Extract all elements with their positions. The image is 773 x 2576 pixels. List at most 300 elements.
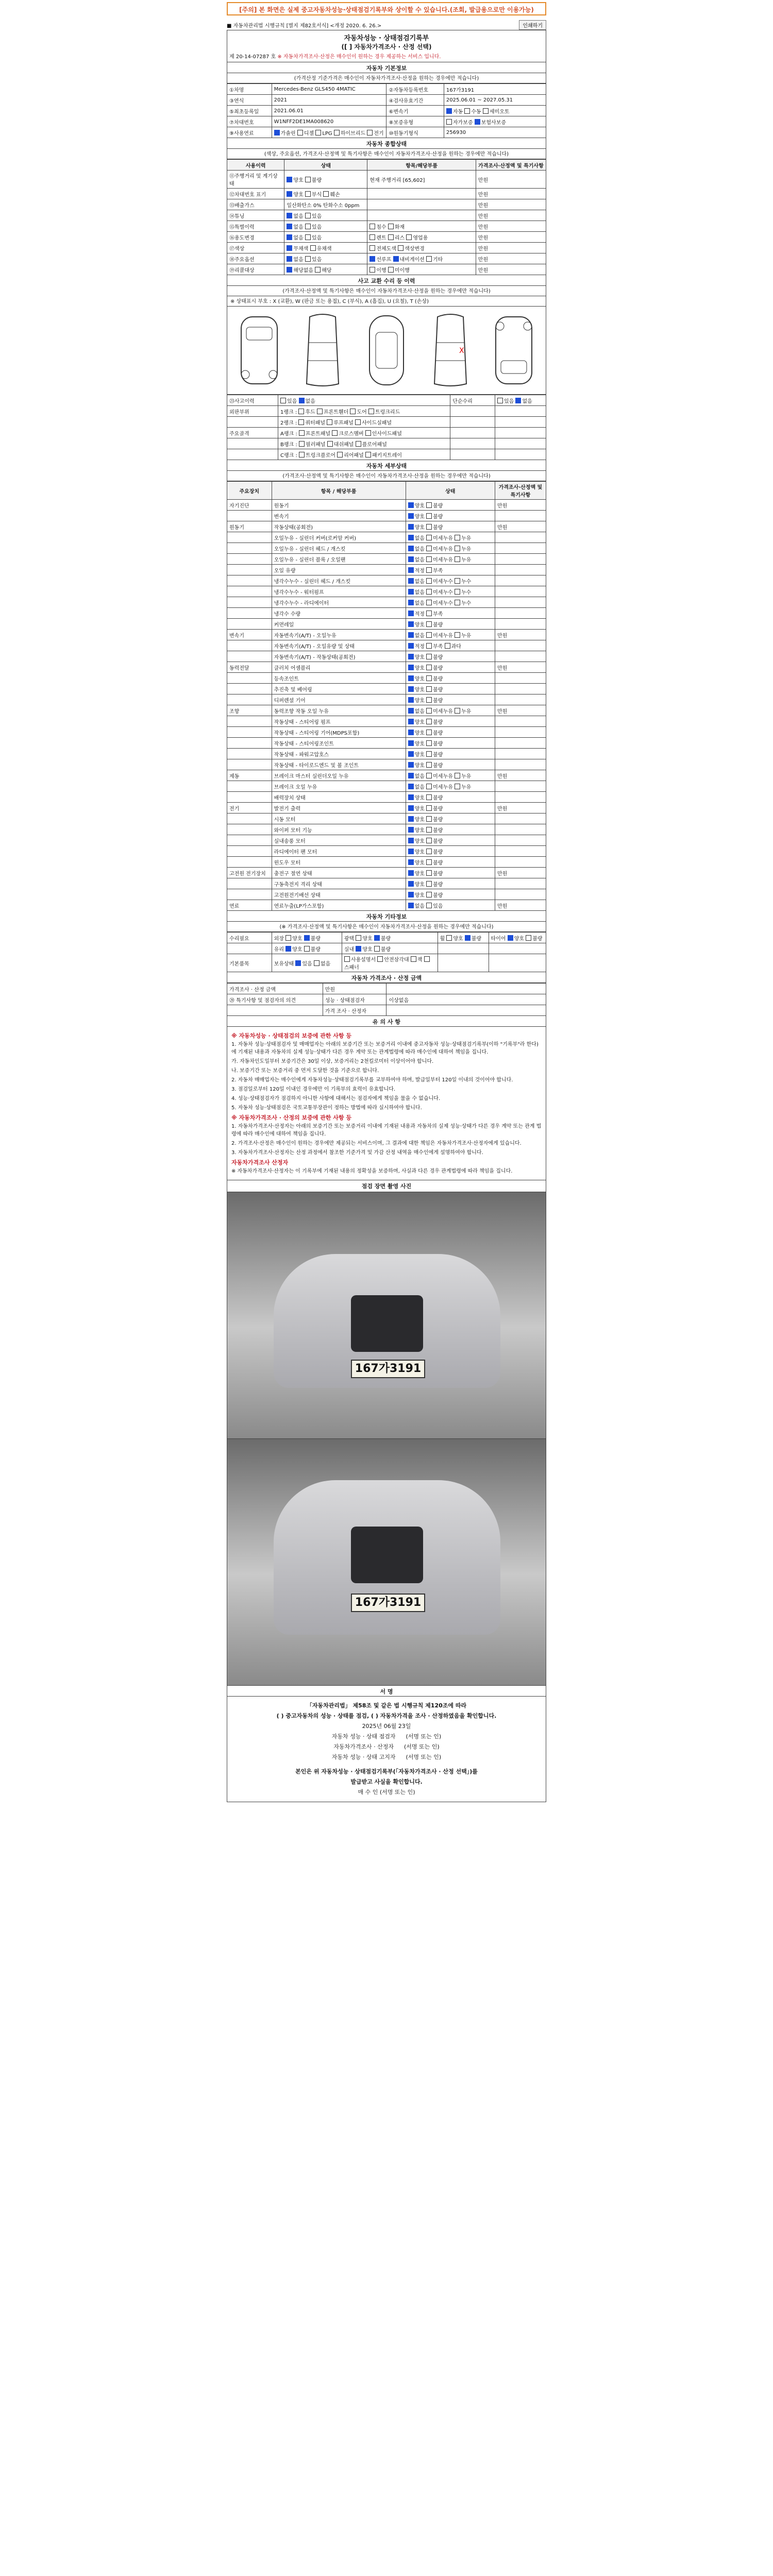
checked-box-icon [508, 935, 513, 941]
checked-box-icon [408, 773, 414, 778]
table-cell: 없음 있음 [284, 232, 367, 243]
other-info-row [227, 933, 546, 943]
unchecked-box-icon [350, 409, 356, 414]
table-cell: 만원 [495, 900, 546, 911]
unchecked-box-icon [297, 130, 303, 135]
checked-box-icon [287, 191, 292, 197]
overall-status-table [227, 159, 546, 275]
table-cell: 오일누유 - 실린더 헤드 / 개스킷 [272, 543, 406, 554]
print-button[interactable]: 인쇄하기 [519, 20, 546, 30]
table-cell: 단순수리 [450, 395, 495, 406]
checked-box-icon [304, 935, 310, 941]
table-cell: 냉각수누수 - 라디에이터 [272, 597, 406, 608]
table-cell: 양호 불량 [406, 824, 495, 835]
table-cell: 휠 양호 불량 [438, 933, 489, 943]
basic-info-row [227, 95, 546, 106]
table-cell: 없음 있음 [406, 900, 495, 911]
table-cell: 없음 미세누유 누유 [406, 554, 495, 565]
status-row [227, 221, 546, 232]
table-cell [227, 597, 272, 608]
unchecked-box-icon [305, 234, 311, 240]
table-cell: ⑮특별이력 [227, 221, 284, 232]
warning-banner: [주의] 본 화면은 실제 중고자동차성능·상태점검기록부와 상이할 수 있습니다.(조회, 발급용으로만 이용가능) [227, 2, 546, 15]
table-cell: 양호 불량 [406, 759, 495, 770]
table-header-cell: 항목 / 해당부품 [272, 482, 406, 500]
checked-box-icon [393, 256, 399, 262]
table-cell [227, 608, 272, 619]
unchecked-box-icon [464, 108, 470, 114]
checked-box-icon [287, 234, 292, 240]
table-cell: 오일누유 - 실린더 커버(로커암 커버) [272, 532, 406, 543]
table-cell [495, 597, 546, 608]
table-cell: 보유상태 있음 없음 [272, 954, 342, 972]
table-cell: 양호 불량 [406, 521, 495, 532]
table-cell: 오일누유 - 실린더 블록 / 오일팬 [272, 554, 406, 565]
table-cell: 없음 미세누유 누유 [406, 705, 495, 716]
detail-row [227, 543, 546, 554]
unchecked-box-icon [455, 773, 460, 778]
other-info-heading: 자동차 기타정보 [227, 911, 546, 922]
signature-row-text: (서명 또는 인) [406, 1733, 442, 1740]
status-row [227, 232, 546, 243]
table-cell: ⑪주행거리 및 계기상태 [227, 171, 284, 189]
table-cell: 윈도우 모터 [272, 857, 406, 868]
table-cell [495, 716, 546, 727]
table-cell: 없음 미세누유 누유 [406, 781, 495, 792]
table-cell: 2025.06.01 ~ 2027.05.31 [444, 95, 546, 106]
unchecked-box-icon [426, 621, 432, 627]
table-cell: 주요골격 [227, 428, 278, 438]
table-cell [227, 565, 272, 575]
table-cell: 변속기 [227, 630, 272, 640]
table-cell: 와이퍼 모터 기능 [272, 824, 406, 835]
accident-row [227, 417, 546, 428]
table-cell [495, 640, 546, 651]
checked-box-icon [408, 567, 414, 573]
checked-box-icon [408, 794, 414, 800]
table-cell: 클러치 어셈블리 [272, 662, 406, 673]
table-cell: 시동 모터 [272, 814, 406, 824]
detail-row [227, 727, 546, 738]
table-cell [227, 532, 272, 543]
checked-box-icon [408, 524, 414, 530]
checked-box-icon [295, 960, 301, 966]
table-cell: 양호 불량 [406, 814, 495, 824]
notice-paragraph: 나. 보증기간 또는 보증거리 중 먼저 도달한 것을 기준으로 합니다. [231, 1068, 379, 1074]
unchecked-box-icon [317, 409, 323, 414]
unchecked-box-icon [426, 578, 432, 584]
unchecked-box-icon [369, 267, 375, 273]
unchecked-box-icon [426, 773, 432, 778]
unchecked-box-icon [298, 409, 304, 414]
table-cell [227, 1005, 323, 1016]
table-header-cell: 가격조사·산정액 및 특기사항 [495, 482, 546, 500]
detail-row [227, 608, 546, 619]
table-cell [495, 543, 546, 554]
table-cell [495, 738, 546, 749]
detail-row [227, 792, 546, 803]
table-cell: 적정 부족 [406, 565, 495, 575]
unchecked-box-icon [426, 816, 432, 822]
unchecked-box-icon [368, 409, 374, 414]
unchecked-box-icon [424, 956, 430, 962]
checked-box-icon [408, 859, 414, 865]
unchecked-box-icon [455, 632, 460, 638]
table-cell [495, 781, 546, 792]
unchecked-box-icon [344, 956, 350, 962]
checked-box-icon [287, 256, 292, 262]
unchecked-box-icon [426, 546, 432, 551]
notice-paragraph: 가. 자동차인도일부터 보증기간은 30일 이상, 보증거리는 2천킬로미터 이상이어야 합니다. [231, 1059, 434, 1064]
photo-heading: 점검 장면 촬영 사진 [227, 1180, 546, 1192]
table-cell: ⑱주요옵션 [227, 253, 284, 264]
table-cell: 256930 [444, 127, 546, 138]
unchecked-box-icon [455, 600, 460, 605]
unchecked-box-icon [426, 740, 432, 746]
status-row [227, 189, 546, 199]
table-cell: 자동 수동 세미오토 [444, 106, 546, 116]
table-header-cell: 항목/해당부품 [367, 160, 476, 171]
table-cell: 제동 [227, 770, 272, 781]
table-cell: 자가보증 보험사보증 [444, 116, 546, 127]
unchecked-box-icon [426, 859, 432, 865]
table-cell: ⑲리콜대상 [227, 264, 284, 275]
detail-status-table [227, 481, 546, 911]
detail-row [227, 586, 546, 597]
unchecked-box-icon [388, 267, 394, 273]
checked-box-icon [465, 935, 470, 941]
table-cell: 작동상태(공회전) [272, 521, 406, 532]
checked-box-icon [287, 267, 292, 273]
unchecked-box-icon [426, 708, 432, 714]
table-cell: 양호 부식 훼손 [284, 189, 367, 199]
table-cell: Mercedes-Benz GLS450 4MATIC [272, 84, 386, 95]
detail-row [227, 532, 546, 543]
table-cell: ⑧보증유형 [386, 116, 444, 127]
detail-row [227, 889, 546, 900]
signature-row [227, 1732, 546, 1742]
table-cell: 연료 [227, 900, 272, 911]
table-cell: 조향 [227, 705, 272, 716]
table-cell: 양호 불량 [406, 889, 495, 900]
detail-row [227, 640, 546, 651]
table-cell: 있음 없음 [495, 395, 546, 406]
unchecked-box-icon [406, 234, 412, 240]
table-cell: 성능 · 상태점검자 [323, 994, 386, 1005]
unchecked-box-icon [305, 191, 311, 197]
table-cell: 수리필요 [227, 933, 272, 943]
checked-box-icon [408, 881, 414, 887]
table-cell [227, 889, 272, 900]
table-cell: 자기진단 [227, 500, 272, 511]
checked-box-icon [408, 838, 414, 843]
unchecked-box-icon [299, 430, 305, 436]
table-cell: 양호 불량 [406, 511, 495, 521]
table-cell [227, 554, 272, 565]
table-cell: 만원 [476, 264, 546, 275]
signature-block [227, 1697, 546, 1802]
unchecked-box-icon [426, 784, 432, 789]
table-cell: 연료누출(LP가스포함) [272, 900, 406, 911]
checked-box-icon [408, 740, 414, 746]
table-cell: 이상없음 [386, 994, 546, 1005]
table-cell: 만원 [476, 171, 546, 189]
table-cell: 양호 불량 [406, 727, 495, 738]
table-cell: 자동변속기(A/T) - 작동상태(공회전) [272, 651, 406, 662]
table-cell: 충전구 절연 상태 [272, 868, 406, 878]
unchecked-box-icon [334, 130, 340, 135]
checked-box-icon [408, 849, 414, 854]
table-cell [227, 673, 272, 684]
table-cell [227, 438, 278, 449]
price-row [227, 1005, 546, 1016]
table-cell: 적정 부족 과다 [406, 640, 495, 651]
checked-box-icon [408, 762, 414, 768]
license-plate: 167가3191 [351, 1360, 425, 1378]
table-cell [495, 565, 546, 575]
unchecked-box-icon [426, 719, 432, 724]
notice-paragraph: 3. 자동차가격조사·산정자는 산정 과정에서 참조한 기준가격 및 가감 산정 내역을 매수인에게 설명하여야 합니다. [231, 1150, 483, 1156]
notice-block-title: 자동차가격조사 산정자 [231, 1159, 289, 1166]
unchecked-box-icon [426, 903, 432, 908]
table-cell: 없음 있음 [284, 253, 367, 264]
table-cell: 발전기 출력 [272, 803, 406, 814]
table-cell: 만원 [495, 662, 546, 673]
table-header-cell: 상태 [406, 482, 495, 500]
checked-box-icon [287, 245, 292, 251]
table-header-cell: 가격조사·산정액 및 특기사항 [476, 160, 546, 171]
record-red-notice: ※ 자동차가격조사·산정은 매수인이 원하는 경우 제공하는 서비스 입니다. [277, 54, 441, 60]
notice-paragraph: 4. 성능·상태점검자가 점검하지 아니한 사항에 대해서는 점검자에게 책임을 물을 수 없습니다. [231, 1096, 441, 1101]
table-cell: 만원 [495, 630, 546, 640]
checked-box-icon [408, 870, 414, 876]
car-grille-shape [351, 1295, 423, 1352]
table-cell [227, 640, 272, 651]
checked-box-icon [408, 816, 414, 822]
signature-statement-1: 「자동차관리법」 제58조 및 같은 법 시행규칙 제120조에 따라 [306, 1702, 467, 1709]
other-info-table [227, 932, 546, 972]
checked-box-icon [408, 697, 414, 703]
table-cell [227, 824, 272, 835]
table-cell [495, 438, 546, 449]
table-cell [227, 835, 272, 846]
detail-row [227, 575, 546, 586]
table-cell [495, 532, 546, 543]
table-cell: 양호 불량 [406, 662, 495, 673]
table-cell: ⑭튜닝 [227, 210, 284, 221]
table-cell: ⑩원동기형식 [386, 127, 444, 138]
price-row [227, 984, 546, 994]
table-cell: 양호 불량 [406, 673, 495, 684]
table-cell: 양호 불량 [406, 835, 495, 846]
table-cell [227, 759, 272, 770]
table-cell: 만원 [476, 232, 546, 243]
status-row [227, 243, 546, 253]
table-cell: 전체도색 색상변경 [367, 243, 476, 253]
table-cell: 양호 불량 [406, 878, 495, 889]
unchecked-box-icon [426, 632, 432, 638]
table-cell: 전기 [227, 803, 272, 814]
unchecked-box-icon [426, 751, 432, 757]
unchecked-box-icon [426, 611, 432, 616]
table-cell: 외장 양호 불량 [272, 933, 342, 943]
table-cell [438, 954, 489, 972]
unchecked-box-icon [426, 643, 432, 649]
table-cell [386, 1005, 546, 1016]
detail-row [227, 857, 546, 868]
table-cell [227, 694, 272, 705]
table-cell [495, 619, 546, 630]
buyer-signature: 매 수 인 (서명 또는 인) [358, 1789, 415, 1795]
unchecked-box-icon [426, 675, 432, 681]
table-cell: 작동상태 - 스티어링 펌프 [272, 716, 406, 727]
license-plate: 167가3191 [351, 1594, 425, 1612]
table-cell: 디퍼렌셜 기어 [272, 694, 406, 705]
unchecked-box-icon [315, 267, 321, 273]
table-cell: 브레이크 마스터 실린더오일 누유 [272, 770, 406, 781]
unchecked-box-icon [305, 213, 311, 218]
checked-box-icon [475, 119, 480, 125]
table-cell: 외판부위 [227, 406, 278, 417]
table-cell [495, 835, 546, 846]
table-cell: 양호 불량 [406, 500, 495, 511]
unchecked-box-icon [426, 502, 432, 508]
accident-row [227, 395, 546, 406]
unchecked-box-icon [426, 794, 432, 800]
table-cell [227, 716, 272, 727]
detail-status-heading: 자동차 세부상태 [227, 460, 546, 471]
table-cell: ⑤최초등록일 [227, 106, 272, 116]
table-cell: 만원 [476, 253, 546, 264]
table-cell: 167가3191 [444, 84, 546, 95]
signature-row-text: 자동차가격조사 · 산정자 [333, 1743, 394, 1750]
detail-row [227, 705, 546, 716]
signature-statement-2: ( ) 중고자동차의 성능 · 상태를 점검, ( ) 자동차가격을 조사 · 산정하였음을 확인합니다. [276, 1713, 497, 1719]
detail-row [227, 814, 546, 824]
unchecked-box-icon [455, 589, 460, 595]
table-cell [495, 727, 546, 738]
accident-row [227, 406, 546, 417]
table-cell: 브레이크 오일 누유 [272, 781, 406, 792]
unchecked-box-icon [369, 245, 375, 251]
table-cell [227, 575, 272, 586]
table-cell: ⑳ 특기사항 및 점검자의 의견 [227, 994, 323, 1005]
table-cell: 양호 불량 [406, 738, 495, 749]
detail-header-row [227, 482, 546, 500]
unchecked-box-icon [369, 224, 375, 229]
detail-row [227, 630, 546, 640]
status-row [227, 253, 546, 264]
table-cell [495, 749, 546, 759]
checked-box-icon [408, 611, 414, 616]
checked-box-icon [408, 654, 414, 659]
unchecked-box-icon [426, 881, 432, 887]
table-cell: 가격조사 · 산정 금액 [227, 984, 323, 994]
status-header-row [227, 160, 546, 171]
car-front-diagram [231, 312, 288, 389]
notice-paragraph: 2. 자동차 매매업자는 매수인에게 자동차성능·상태점검기록부를 교부하여야 하며, 발급일부터 120일 이내의 것이어야 합니다. [231, 1077, 513, 1083]
table-cell [227, 738, 272, 749]
table-cell [367, 199, 476, 210]
accident-history-heading: 사고 교환 수리 등 이력 [227, 275, 546, 286]
form-law-reference: ■ 자동차관리법 시행규칙 [별지 제82호서식] <개정 2020. 6. 26.> [227, 23, 382, 29]
table-cell: 양호 불량 [406, 619, 495, 630]
unchecked-box-icon [426, 589, 432, 595]
table-cell: 배력장치 상태 [272, 792, 406, 803]
table-cell [450, 428, 495, 438]
unchecked-box-icon [388, 224, 394, 229]
notice-paragraph: 1. 자동차 성능·상태점검자 및 매매업자는 아래의 보증기간 또는 보증거리 이내에 중고자동차 성능·상태점검기록부(이하 "기록부"라 한다)에 기재된 내용과 자동차의 실제 성능·상태가 다른 경우 계약 또는 관계법령에 따라 매수인에 대하여 책임을 집니다. [231, 1042, 539, 1055]
table-cell: 없음 미세누수 누수 [406, 586, 495, 597]
table-cell: 렌트 리스 영업용 [367, 232, 476, 243]
car-rear-diagram [485, 312, 542, 389]
table-cell: 양호 불량 [406, 684, 495, 694]
checked-box-icon [408, 665, 414, 670]
table-cell: 양호 불량 [406, 792, 495, 803]
checked-box-icon [408, 502, 414, 508]
unchecked-box-icon [526, 935, 531, 941]
signature-row-text: (서명 또는 인) [404, 1743, 440, 1750]
table-header-cell: 상태 [284, 160, 367, 171]
unchecked-box-icon [426, 838, 432, 843]
table-cell: 자동변속기(A/T) - 오일누유 [272, 630, 406, 640]
checked-box-icon [408, 805, 414, 811]
table-cell [495, 673, 546, 684]
accident-history-table [227, 395, 546, 460]
checked-box-icon [408, 903, 414, 908]
table-cell [450, 417, 495, 428]
checked-box-icon [287, 213, 292, 218]
vehicle-diagram-sheet [227, 307, 546, 395]
table-cell [495, 759, 546, 770]
table-cell: 커먼레일 [272, 619, 406, 630]
table-cell: 만원 [495, 803, 546, 814]
unchecked-box-icon [365, 430, 371, 436]
table-cell: 만원 [495, 500, 546, 511]
checked-box-icon [408, 632, 414, 638]
damage-symbol-legend: ※ 상태표시 부호 : X (교환), W (판금 또는 용접), C (부식), A (흠집), U (요철), T (손상) [227, 296, 546, 307]
table-cell: ⑬배출가스 [227, 199, 284, 210]
unchecked-box-icon [374, 946, 380, 952]
unchecked-box-icon [285, 935, 291, 941]
table-cell: 자동변속기(A/T) - 오일유량 및 상태 [272, 640, 406, 651]
table-cell: 가솔린 디젤 LPG 하이브리드 전기 [272, 127, 386, 138]
unchecked-box-icon [365, 452, 371, 457]
table-cell [495, 824, 546, 835]
accident-history-subheading: (가격조사·산정액 및 특기사항은 매수인이 자동차가격조사·산정을 원하는 경우에만 적습니다) [227, 286, 546, 296]
detail-row [227, 770, 546, 781]
basic-info-row [227, 127, 546, 138]
checked-box-icon [408, 675, 414, 681]
unchecked-box-icon [305, 224, 311, 229]
unchecked-box-icon [314, 960, 320, 966]
unchecked-box-icon [327, 419, 332, 425]
table-cell: 양호 불량 [284, 171, 367, 189]
table-header-cell: 주요장치 [227, 482, 272, 500]
unchecked-box-icon [426, 827, 432, 833]
record-subtitle: ([ ] 자동차가격조사 · 산정 선택) [341, 43, 432, 50]
detail-status-subheading: (가격조사·산정액 및 특기사항은 매수인이 자동차가격조사·산정을 원하는 경우에만 적습니다) [227, 471, 546, 481]
record-title-box [227, 30, 546, 62]
table-cell: ④검사유효기간 [386, 95, 444, 106]
svg-text:X: X [459, 347, 464, 355]
table-cell [495, 449, 546, 460]
basic-info-heading: 자동차 기본정보 [227, 62, 546, 73]
checked-box-icon [408, 719, 414, 724]
table-cell [227, 749, 272, 759]
table-cell: ⑰색상 [227, 243, 284, 253]
table-cell: 오일 유량 [272, 565, 406, 575]
